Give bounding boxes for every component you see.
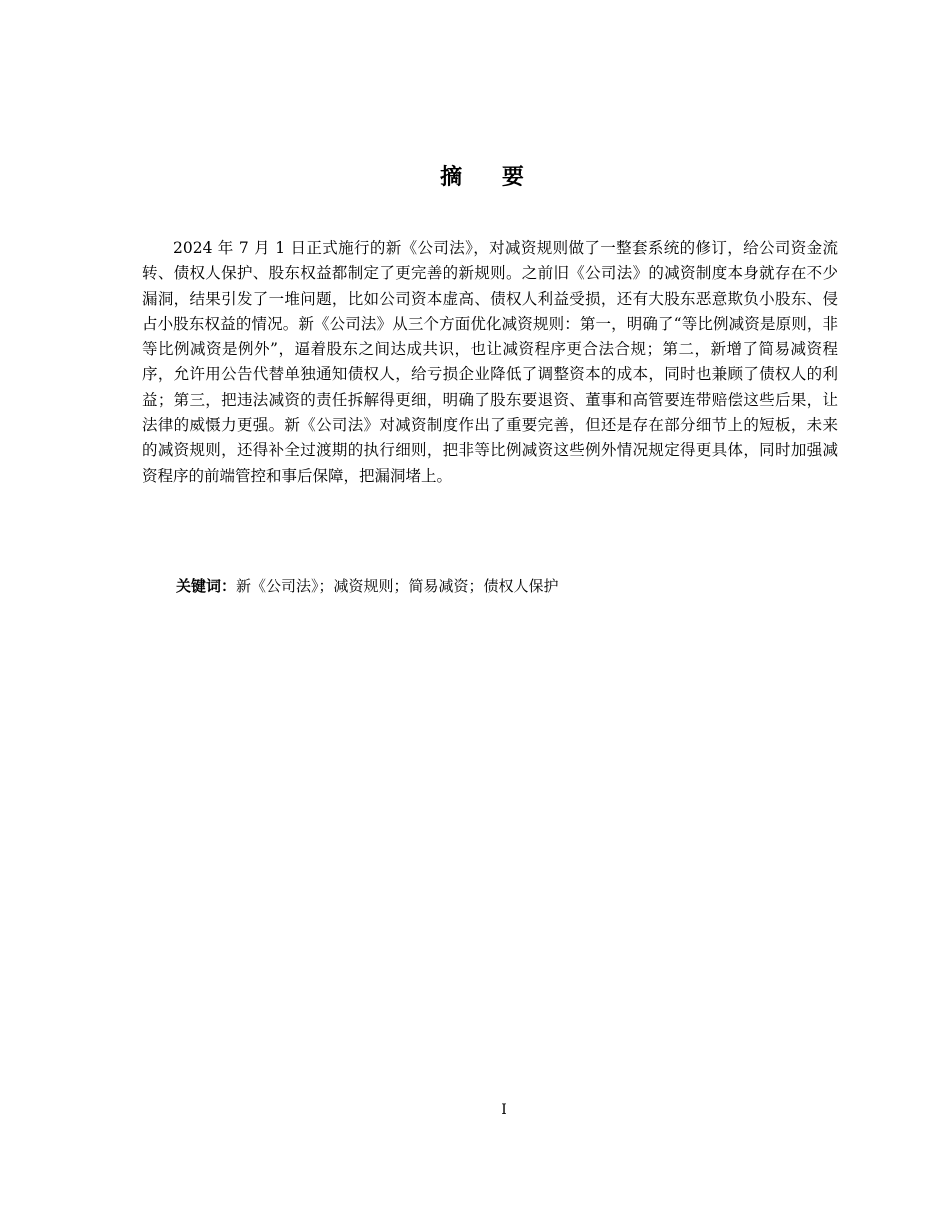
keywords-label: 关键词： — [176, 577, 237, 595]
abstract-paragraph: 2024 年 7 月 1 日正式施行的新《公司法》，对减资规则做了一整套系统的修订，给公司资金流转、债权人保护、股东权益都制定了更完善的新规则。之前旧《公司法》的减资制度本身就存在不少漏洞，结果引发了一堆问题，比如公司资本虚高、债权人利益受损，还有大股东恶意欺负小股东、侵占小股东权益的情况。新《公司法》从三个方面优化减资规则：第一，明确了“等比例减资是原则，非等比例减资是例外”，逼着股东之间达成共识，也让减资程序更合法合规；第二，新增了简易减资程序，允许用公告代替单独通知债权人，给亏损企业降低了调整资本的成本，同时也兼顾了债权人的利益；第三，把违法减资的责任拆解得更细，明确了股东要退资、董事和高管要连带赔偿这些后果，让法律的威慑力更强。新《公司法》对减资制度作出了重要完善，但还是存在部分细节上的短板，未来的减资规则，还得补全过渡期的执行细则，把非等比例减资这些例外情况规定得更具体，同时加强减资程序的前端管控和事后保障，把漏洞堵上。 — [142, 239, 838, 485]
abstract-title: 摘 要 — [440, 165, 540, 190]
keywords-line — [176, 574, 836, 598]
page-number: I — [501, 1102, 507, 1118]
keywords-values: 新《公司法》；减资规则；简易减资；债权人保护 — [236, 577, 559, 595]
